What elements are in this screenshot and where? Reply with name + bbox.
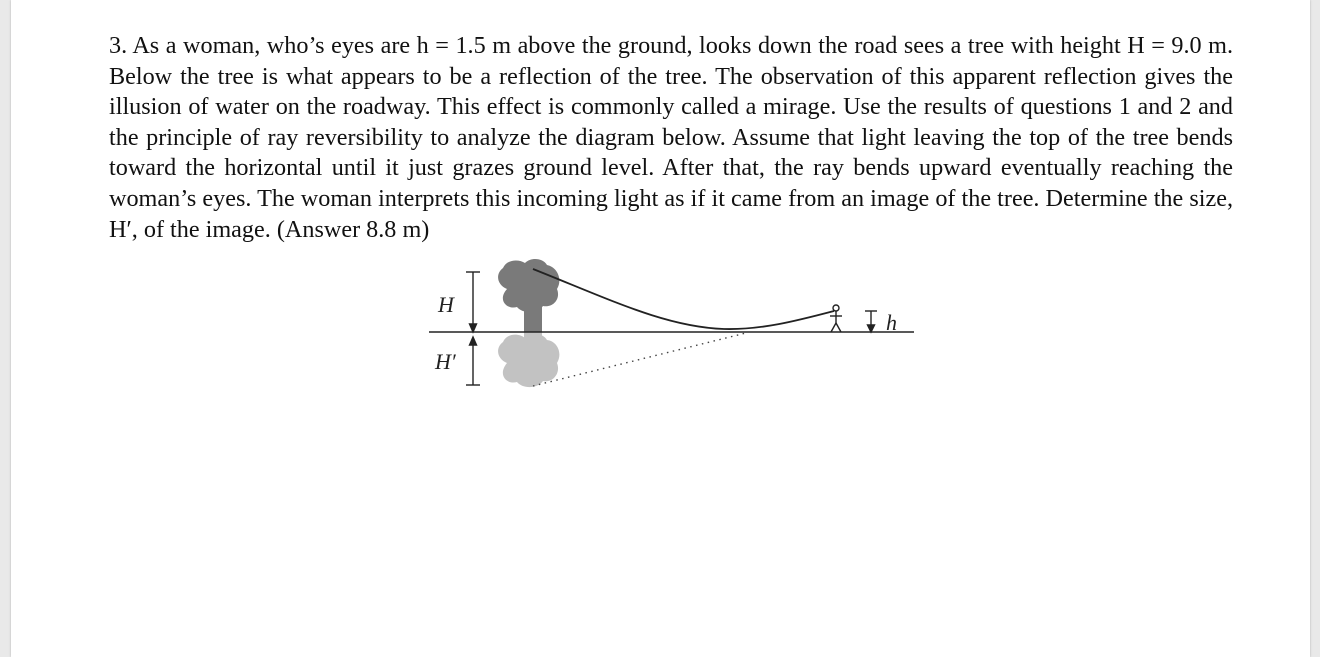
tree	[498, 259, 559, 332]
image-height-arrow	[466, 337, 480, 385]
tree-height-arrow	[466, 272, 480, 332]
woman-figure	[830, 305, 842, 332]
document-page	[11, 0, 1310, 657]
apparent-sightline	[533, 333, 746, 386]
image-tree-crown	[498, 334, 559, 387]
mirage-diagram	[411, 245, 931, 410]
image-height-label: H′	[435, 349, 456, 374]
eye-height-label: h	[886, 310, 897, 335]
image-tree	[498, 330, 559, 387]
problem-statement: 3. As a woman, who’s eyes are h = 1.5 m above the ground, looks down the road sees a tree with height H = 9.0 m. Below the tree is what appears to be a reflection of the tree. The observation of this apparent reflection gives the illusion of water on the roadway. This effect is commonly called a mirage. Use the results of questions 1 and 2 and the principle of ray reversibility to analyze the diagram below. Assume that light leaving the top of the tree bends toward the horizontal until it just grazes ground level. After that, the ray bends upward eventually reaching the woman’s eyes. The woman interprets this incoming light as if it came from an image of the tree. Determine the size, H′, of the image. (Answer 8.8 m)	[109, 32, 1233, 243]
light-ray	[533, 269, 834, 329]
eye-height-arrow	[865, 311, 877, 332]
problem-text	[109, 31, 1233, 245]
tree-height-label: H	[438, 292, 454, 317]
tree-crown	[498, 259, 559, 312]
